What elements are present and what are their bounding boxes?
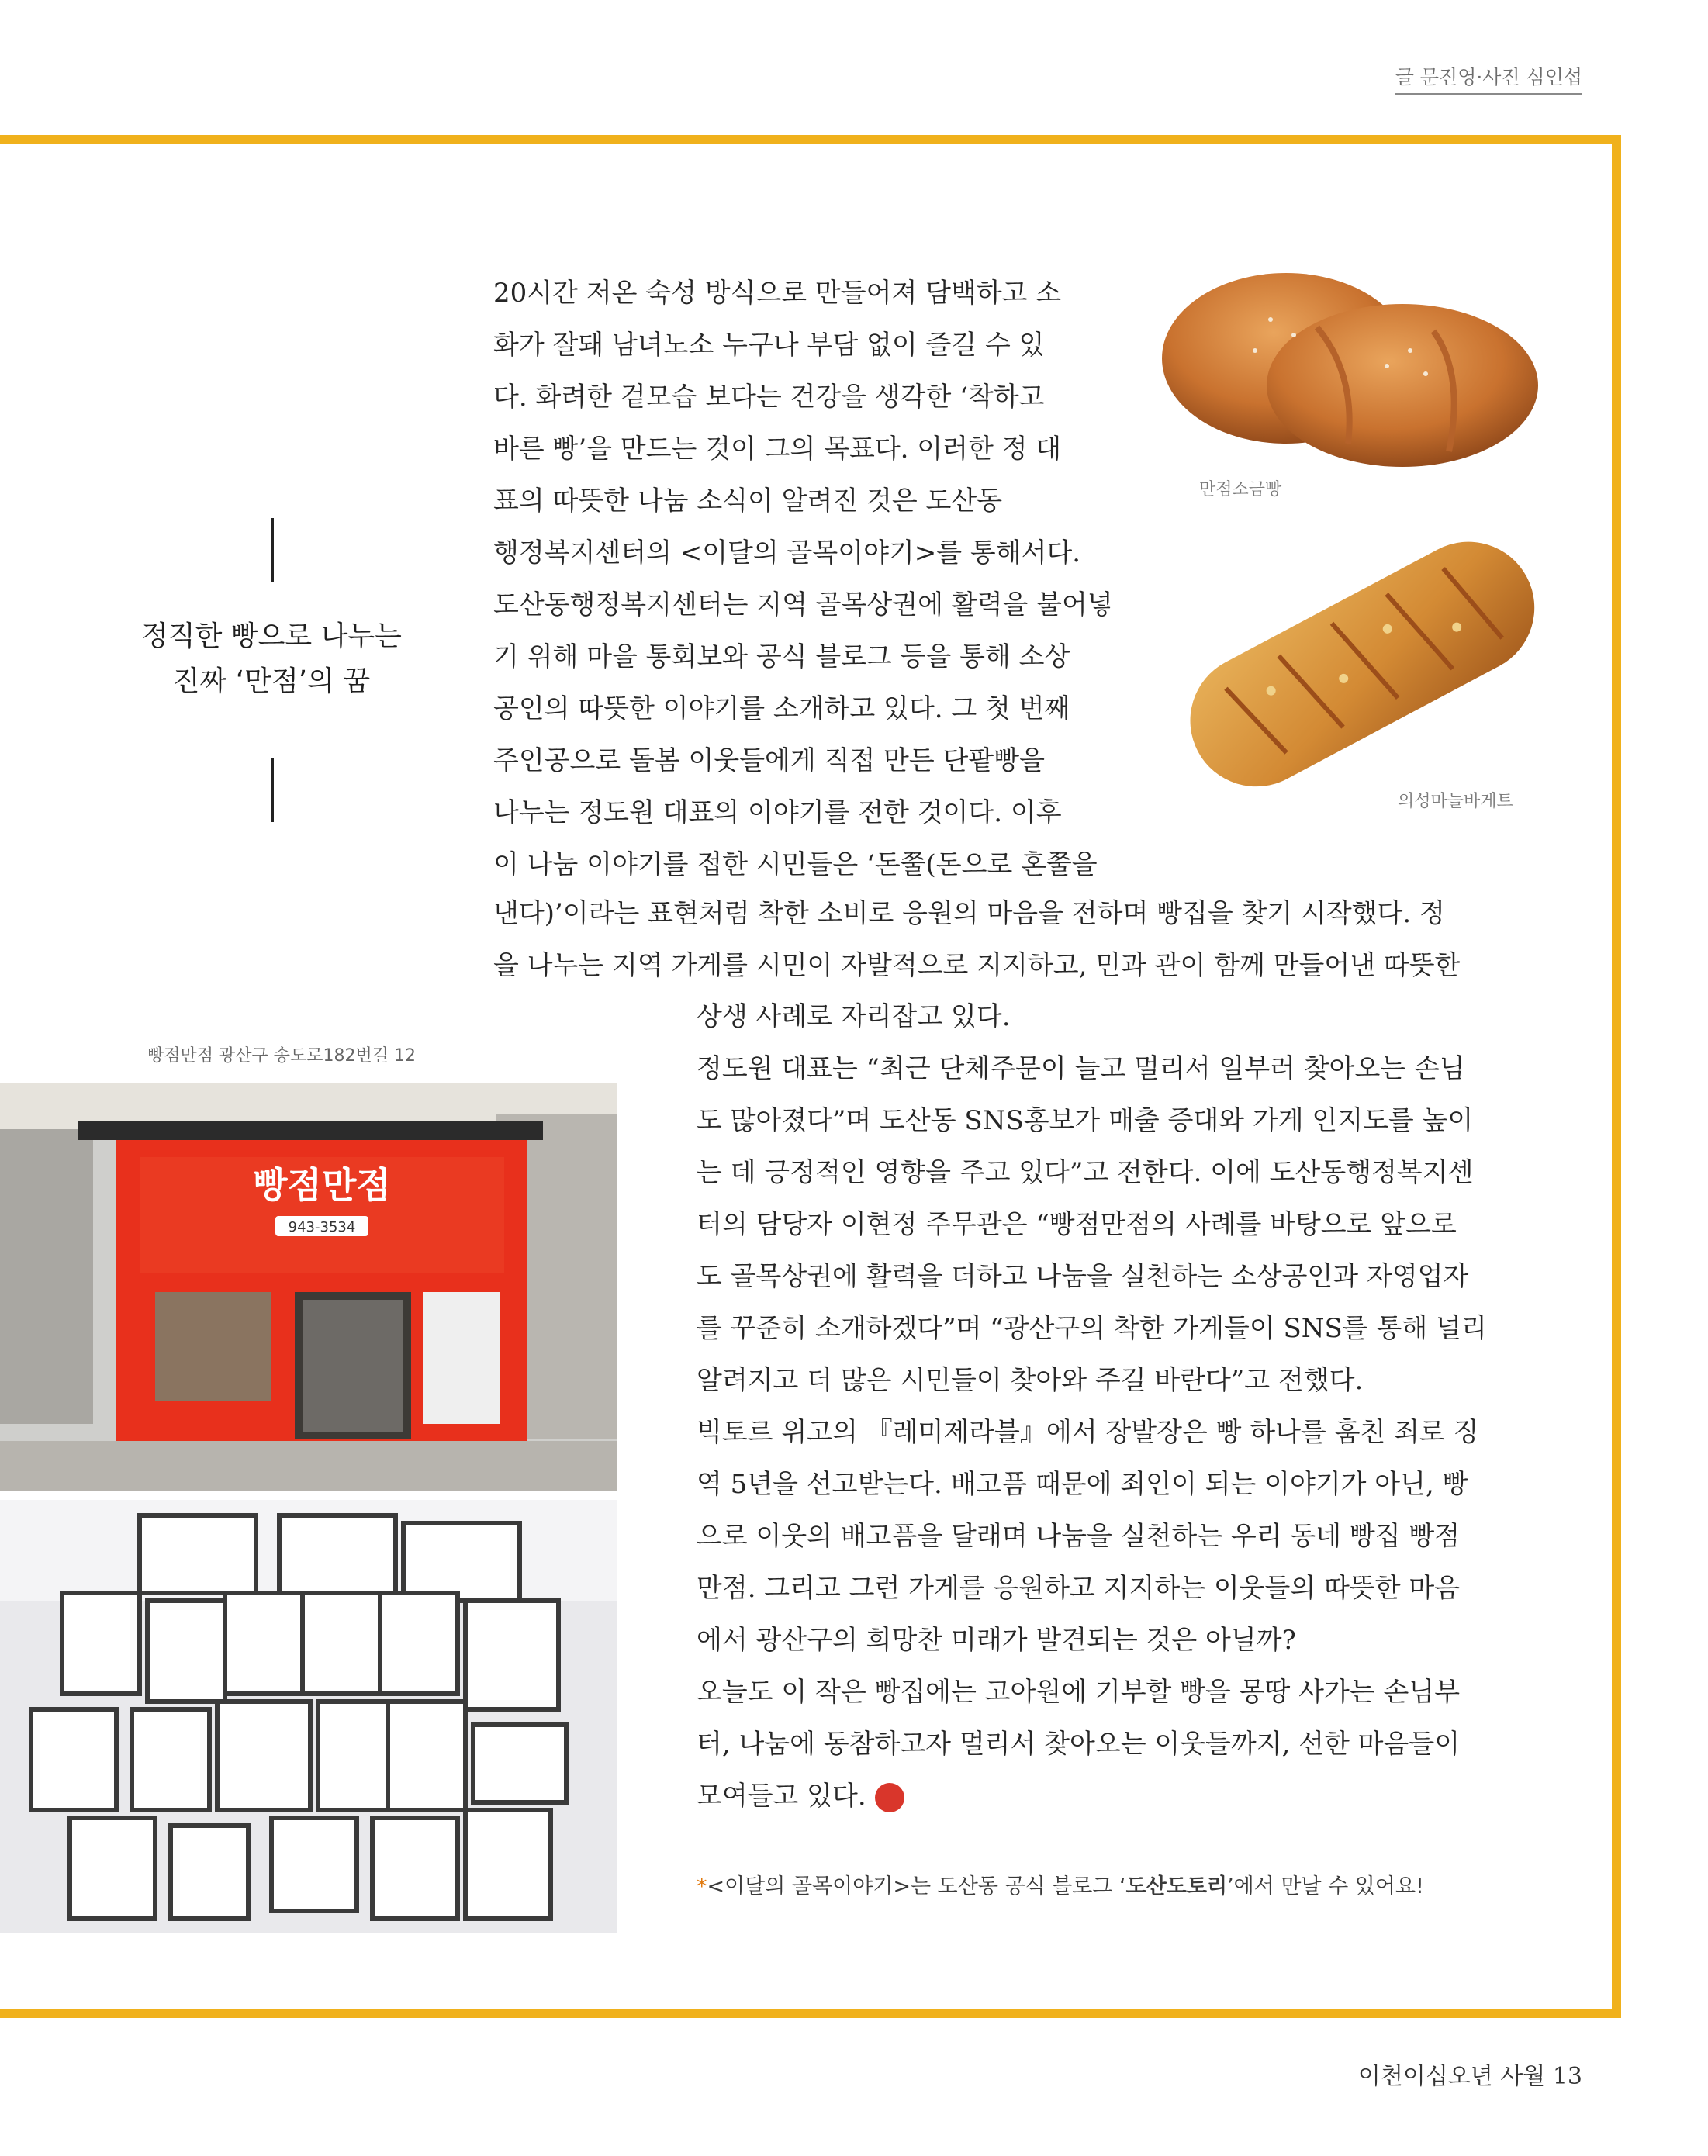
title-rule-bottom	[271, 758, 274, 822]
body-paragraph-2: 낸다)’이라는 표현처럼 착한 소비로 응원의 마음을 전하며 빵집을 찾기 시작했다. 정 을 나누는 지역 가게를 시민이 자발적으로 지지하고, 민과 관이 함께 만들어낸 따뜻한	[493, 898, 1461, 981]
note-asterisk: *	[697, 1874, 707, 1899]
certificates-wall-photo	[0, 1500, 617, 1933]
section-title-line2: 진짜 ‘만점’의 꿈	[172, 665, 371, 697]
section-title	[132, 614, 411, 704]
bakery-storefront-photo	[0, 1083, 617, 1491]
salt-bread-photo	[1154, 257, 1550, 478]
note-text-after: ’에서 만날 수 있어요!	[1227, 1874, 1424, 1899]
garlic-baguette-caption: 의성마늘바게트	[1398, 792, 1513, 811]
note-text-before: <이달의 골목이야기>는 도산동 공식 블로그 ‘	[707, 1874, 1126, 1899]
body-paragraph-1: 20시간 저온 숙성 방식으로 만들어져 담백하고 소 화가 잘돼 남녀노소 누구나 부담 없이 즐길 수 있 다. 화려한 겉모습 보다는 건강을 생각한 ‘착하고 바른 빵’을 만드는 것이 그의 목표다. 이러한 정 대 표의 따뜻한 나눔 소식이 알려진 것은 도산동 행정복지센터의 <이달의 골목이야기>를 통해서다. 도산동행정복지센터는 지역 골목상권에 활력을 불어넣 기 위해 마을 통회보와 공식 블로그 등을 통해 소상 공인의 따뜻한 이야기를 소개하고 있다. 그 첫 번째 주인공으로 돌봄 이웃들에게 직접 만든 단팥빵을 나누는 정도원 대표의 이야기를 전한 것이다. 이후 이 나눔 이야기를 접한 시민들은 ‘돈쭐(돈으로 혼쭐을	[493, 278, 1113, 880]
frame-bottom-border	[0, 2009, 1621, 2018]
shop-photo-caption: 빵점만점 광산구 송도로182번길 12	[147, 1046, 416, 1066]
frame-top-border	[0, 135, 1621, 144]
frame-right-border	[1612, 135, 1621, 2018]
note-blog-name: 도산도토리	[1125, 1874, 1228, 1899]
section-title-line1: 정직한 빵으로 나누는	[141, 620, 402, 652]
end-seal-icon	[875, 1783, 904, 1812]
body-paragraph-3-text: 상생 사례로 자리잡고 있다. 정도원 대표는 “최근 단체주문이 늘고 멀리서 일부러 찾아오는 손님 도 많아졌다”며 도산동 SNS홍보가 매출 증대와 가게 인지도를 높이 는 데 긍정적인 영향을 주고 있다”고 전한다. 이에 도산동행정복지센 터의 담당자 이현정 주무관은 “빵점만점의 사례를 바탕으로 앞으로 도 골목상권에 활력을 더하고 나눔을 실천하는 소상공인과 자영업자 를 꾸준히 소개하겠다”며 “광산구의 착한 가게들이 SNS를 통해 널리 알려지고 더 많은 시민들이 찾아와 주길 바란다”고 전했다. 빅토르 위고의 『레미제라블』에서 장발장은 빵 하나를 훔친 죄로 징 역 5년을 선고받는다. 배고픔 때문에 죄인이 되는 이야기가 아닌, 빵 으로 이웃의 배고픔을 달래며 나눔을 실천하는 우리 동네 빵집 빵점 만점. 그리고 그런 가게를 응원하고 지지하는 이웃들의 따뜻한 마음 에서 광산구의 희망찬 미래가 발견되는 것은 아닐까? 오늘도 이 작은 빵집에는 고아원에 기부할 빵을 몽땅 사가는 손님부 터, 나눔에 동참하고자 멀리서 찾아오는 이웃들까지, 선한 마음들이 모여들고 있다.	[697, 1001, 1487, 1812]
page-footer: 이천이십오년 사월 13	[1357, 2063, 1582, 2090]
shop-sign-text: 빵점만점	[253, 1164, 391, 1206]
salt-bread-caption: 만점소금빵	[1199, 480, 1282, 499]
author-credit: 글 문진영·사진 심인섭	[1395, 62, 1582, 95]
body-paragraph-3	[697, 991, 1511, 1823]
title-rule-top	[271, 518, 274, 582]
shop-phone-text: 943-3534	[288, 1219, 356, 1235]
garlic-baguette-photo	[1159, 490, 1562, 831]
blog-note	[697, 1869, 1424, 1899]
